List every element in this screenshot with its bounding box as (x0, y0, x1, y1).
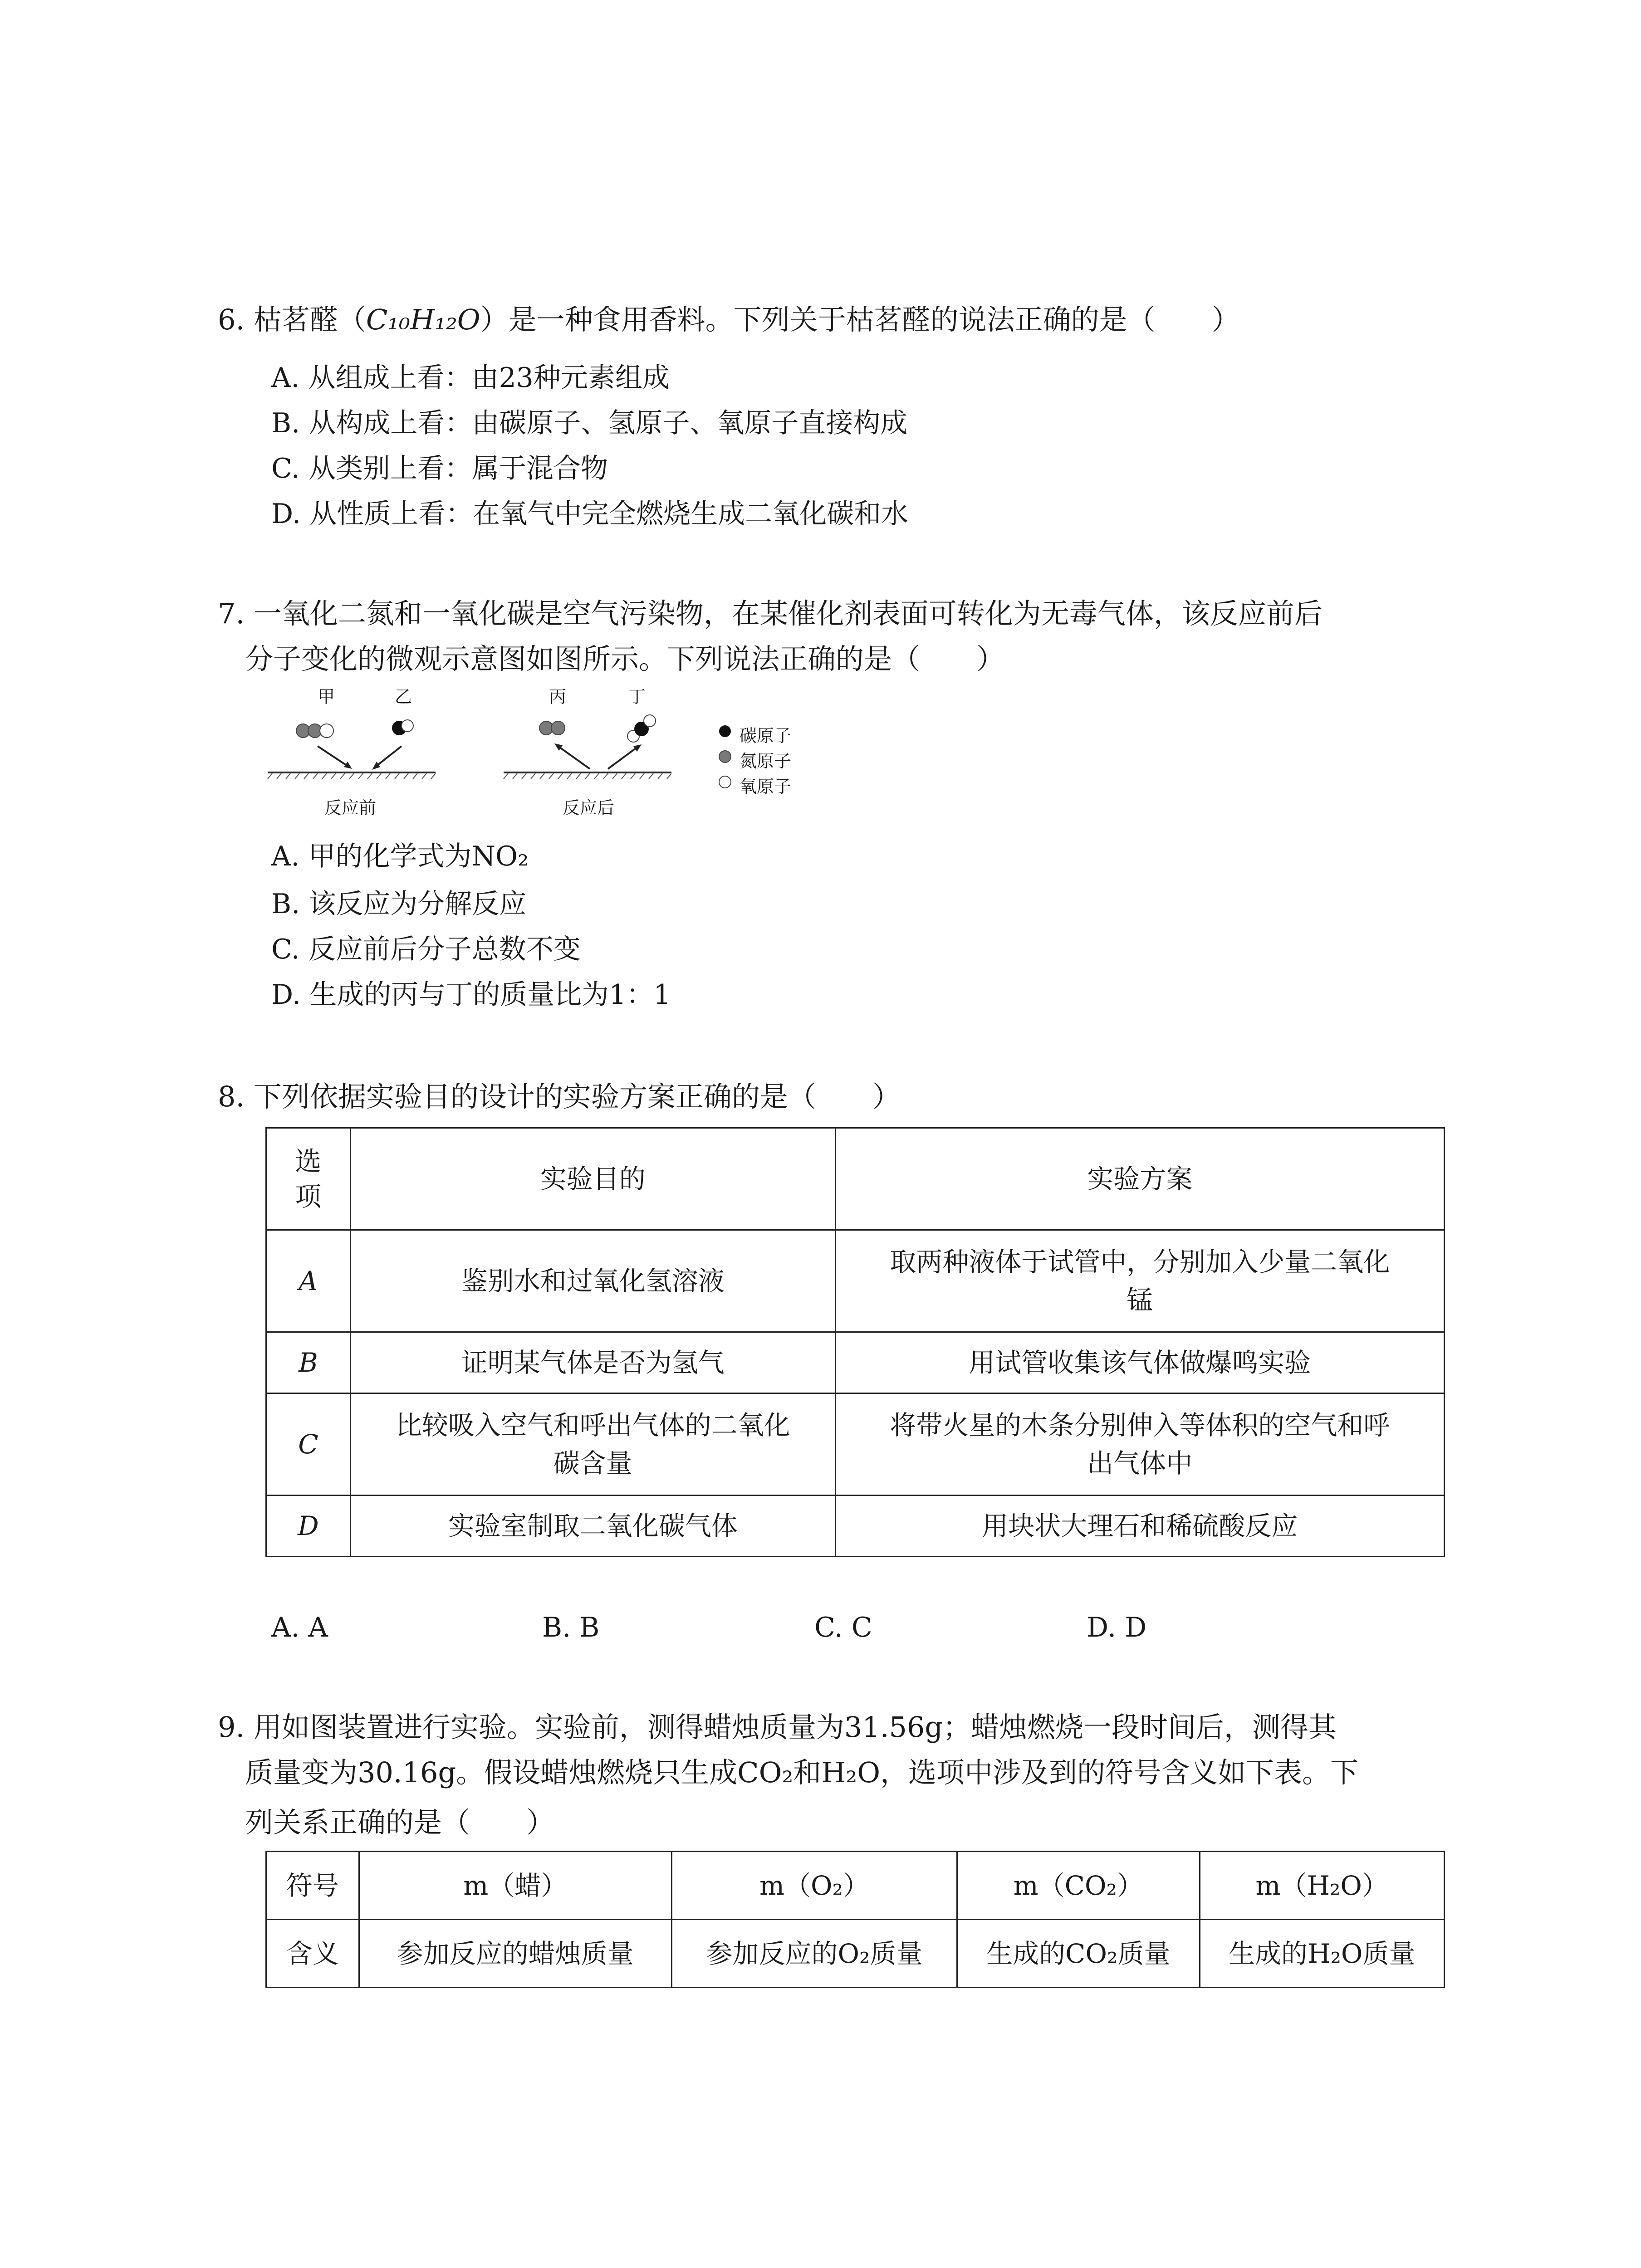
arrow-out-right (608, 747, 637, 769)
table-row: A 鉴别水和过氧化氢溶液 取两种液体于试管中，分别加入少量二氧化 锰 (266, 1230, 1445, 1332)
table-row: B 证明某气体是否为氢气 用试管收集该气体做爆鸣实验 (266, 1332, 1445, 1393)
legend-nitrogen: 氮原子 (740, 751, 792, 771)
table-row: D 实验室制取二氧化碳气体 用块状大理石和稀硫酸反应 (266, 1496, 1445, 1557)
q6-option-a: A. 从组成上看：由23种元素组成 (271, 362, 670, 394)
reaction-svg (263, 701, 671, 810)
q7-option-b: B. 该反应为分解反应 (271, 888, 527, 920)
header-goal: 实验目的 (350, 1128, 835, 1230)
molecule-yi (392, 720, 413, 735)
molecule-bing (539, 721, 565, 735)
q6-formula: C₁₀H₁₂O (366, 303, 480, 336)
q6-option-d: D. 从性质上看：在氧气中完全燃烧生成二氧化碳和水 (271, 498, 909, 530)
q9-symbol-table (265, 1851, 1445, 1988)
q8-answer-d: D. D (1087, 1612, 1147, 1643)
table-row: 含义 参加反应的蜡烛质量 参加反应的O₂质量 生成的CO₂质量 生成的H₂O质量 (266, 1920, 1445, 1988)
q8-answer-a: A. A (271, 1612, 328, 1643)
q6-stem: 6. 枯茗醛（C₁₀H₁₂O）是一种食用香料。下列关于枯茗醛的说法正确的是（ ） (218, 303, 1240, 336)
legend-markers (717, 721, 735, 798)
table-header-row (266, 1128, 1445, 1230)
q7-stem-line1: 7. 一氧化二氮和一氧化碳是空气污染物，在某催化剂表面可转化为无毒气体，该反应前后 (218, 597, 1323, 630)
label-jia: 甲 (318, 687, 335, 707)
legend-oxygen: 氧原子 (740, 777, 792, 797)
q6-option-c: C. 从类别上看：属于混合物 (271, 453, 608, 484)
label-bing: 丙 (549, 687, 567, 707)
table-row: 符号 m（蜡） m（O₂） m（CO₂） m（H₂O） (266, 1852, 1445, 1920)
molecule-ding (627, 715, 656, 742)
caption-before: 反应前 (324, 798, 377, 818)
molecule-jia (296, 724, 333, 738)
q8-stem: 8. 下列依据实验目的设计的实验方案正确的是（ ） (218, 1080, 901, 1113)
caption-after: 反应后 (563, 798, 615, 818)
q7-option-d: D. 生成的丙与丁的质量比为1：1 (271, 979, 671, 1011)
legend-carbon: 碳原子 (740, 726, 792, 746)
q7-option-c: C. 反应前后分子总数不变 (271, 934, 581, 965)
q6-option-b: B. 从构成上看：由碳原子、氢原子、氧原子直接构成 (271, 407, 908, 439)
label-yi: 乙 (395, 687, 412, 707)
header-plan: 实验方案 (835, 1128, 1444, 1230)
q9-stem-line2: 质量变为30.16g。假设蜡烛燃烧只生成CO₂和H₂O，选项中涉及到的符号含义如下表。下 (245, 1756, 1359, 1789)
reaction-diagram (263, 683, 853, 837)
q8-answer-b: B. B (542, 1612, 600, 1643)
header-option: 选 项 (266, 1128, 351, 1230)
q7-option-a: A. 甲的化学式为NO₂ (271, 841, 529, 872)
label-ding: 丁 (628, 687, 646, 707)
q9-stem-line1: 9. 用如图装置进行实验。实验前，测得蜡烛质量为31.56g；蜡烛燃烧一段时间后，测得其 (218, 1711, 1337, 1744)
table-row: C 比较吸入空气和呼出气体的二氧化 碳含量 将带火星的木条分别伸入等体积的空气和呼 出气体中 (266, 1393, 1445, 1496)
arrow-out-left (558, 746, 590, 769)
q7-stem-line2: 分子变化的微观示意图如图所示。下列说法正确的是（ ） (245, 642, 1005, 675)
q8-answer-c: C. C (814, 1612, 872, 1643)
arrow-in-left (318, 746, 348, 767)
arrow-in-right (376, 746, 402, 767)
q8-table (265, 1127, 1445, 1557)
q9-stem-line3: 列关系正确的是（ ） (245, 1806, 555, 1839)
